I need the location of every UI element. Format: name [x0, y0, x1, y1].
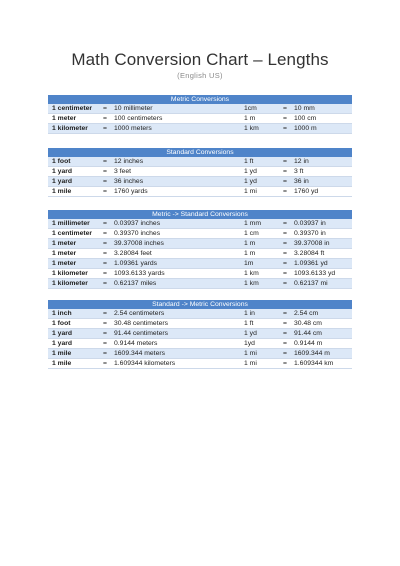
- equals-sign: =: [103, 178, 107, 185]
- table-row: [48, 239, 352, 249]
- from-abbrev: 1 yd: [244, 168, 257, 175]
- equals-sign: =: [283, 350, 287, 357]
- to-abbrev: 2.54 cm: [294, 310, 319, 317]
- standard-conversions-table: [48, 148, 352, 197]
- equals-sign: =: [283, 330, 287, 337]
- to-value: 1093.6133 yards: [114, 270, 165, 277]
- from-unit: 1 mile: [52, 188, 72, 195]
- table-row: [48, 269, 352, 279]
- from-abbrev: 1 mi: [244, 188, 257, 195]
- to-abbrev: 39.37008 in: [294, 240, 330, 247]
- to-abbrev: 1000 m: [294, 125, 317, 132]
- metric-conversions-table: [48, 95, 352, 134]
- equals-sign: =: [283, 115, 287, 122]
- to-value: 36 inches: [114, 178, 144, 185]
- equals-sign: =: [103, 320, 107, 327]
- to-value: 10 millimeter: [114, 105, 153, 112]
- equals-sign: =: [103, 270, 107, 277]
- table-row: [48, 279, 352, 289]
- equals-sign: =: [283, 240, 287, 247]
- from-unit: 1 yard: [52, 330, 73, 337]
- from-unit: 1 meter: [52, 260, 77, 267]
- from-abbrev: 1 mi: [244, 350, 257, 357]
- from-abbrev: 1 km: [244, 270, 259, 277]
- from-unit: 1 meter: [52, 240, 77, 247]
- from-unit: 1 mile: [52, 360, 72, 367]
- table-row: [48, 187, 352, 197]
- to-value: 1609.344 meters: [114, 350, 166, 357]
- table-row: [48, 259, 352, 269]
- equals-sign: =: [283, 230, 287, 237]
- to-abbrev: 1760 yd: [294, 188, 319, 195]
- table-row: [48, 329, 352, 339]
- to-abbrev: 0.03937 in: [294, 220, 326, 227]
- to-value: 3 feet: [114, 168, 132, 175]
- table-row: [48, 349, 352, 359]
- table-row: [48, 359, 352, 369]
- from-unit: 1 yard: [52, 168, 73, 175]
- conversion-table: [48, 219, 352, 289]
- to-abbrev: 0.39370 in: [294, 230, 326, 237]
- equals-sign: =: [283, 220, 287, 227]
- from-abbrev: 1 in: [244, 310, 255, 317]
- table-row: [48, 219, 352, 229]
- table-row: [48, 319, 352, 329]
- to-abbrev: 91.44 cm: [294, 330, 322, 337]
- from-unit: 1 centimeter: [52, 105, 93, 112]
- equals-sign: =: [103, 158, 107, 165]
- from-abbrev: 1 mi: [244, 360, 257, 367]
- from-abbrev: 1 cm: [244, 230, 259, 237]
- equals-sign: =: [283, 125, 287, 132]
- from-abbrev: 1m: [244, 260, 254, 267]
- equals-sign: =: [103, 340, 107, 347]
- from-unit: 1 centimeter: [52, 230, 93, 237]
- equals-sign: =: [103, 330, 107, 337]
- to-abbrev: 1093.6133 yd: [294, 270, 336, 277]
- from-abbrev: 1 ft: [244, 158, 254, 165]
- to-abbrev: 12 in: [294, 158, 309, 165]
- to-value: 12 inches: [114, 158, 144, 165]
- table-row: [48, 309, 352, 319]
- from-abbrev: 1 km: [244, 125, 259, 132]
- to-value: 30.48 centimeters: [114, 320, 169, 327]
- to-value: 0.03937 inches: [114, 220, 161, 227]
- equals-sign: =: [283, 340, 287, 347]
- from-abbrev: 1 km: [244, 280, 259, 287]
- table-row: [48, 104, 352, 114]
- table-row: [48, 229, 352, 239]
- to-value: 0.39370 inches: [114, 230, 161, 237]
- to-abbrev: 1.609344 km: [294, 360, 334, 367]
- from-unit: 1 millimeter: [52, 220, 90, 227]
- equals-sign: =: [103, 260, 107, 267]
- table-row: [48, 157, 352, 167]
- to-value: 1000 meters: [114, 125, 152, 132]
- to-value: 1.09361 yards: [114, 260, 158, 267]
- to-value: 91.44 centimeters: [114, 330, 169, 337]
- to-abbrev: 3.28084 ft: [294, 250, 325, 257]
- equals-sign: =: [103, 168, 107, 175]
- from-abbrev: 1 m: [244, 240, 256, 247]
- to-value: 2.54 centimeters: [114, 310, 165, 317]
- to-abbrev: 36 in: [294, 178, 309, 185]
- equals-sign: =: [283, 188, 287, 195]
- table-row: [48, 114, 352, 124]
- from-unit: 1 kilometer: [52, 125, 88, 132]
- from-unit: 1 yard: [52, 340, 73, 347]
- from-unit: 1 meter: [52, 250, 77, 257]
- to-value: 39.37008 inches: [114, 240, 164, 247]
- from-abbrev: 1 ft: [244, 320, 254, 327]
- equals-sign: =: [103, 310, 107, 317]
- to-abbrev: 100 cm: [294, 115, 317, 122]
- from-abbrev: 1 m: [244, 115, 256, 122]
- to-value: 0.62137 miles: [114, 280, 157, 287]
- equals-sign: =: [283, 310, 287, 317]
- equals-sign: =: [103, 125, 107, 132]
- equals-sign: =: [283, 178, 287, 185]
- to-value: 1760 yards: [114, 188, 148, 195]
- equals-sign: =: [283, 260, 287, 267]
- equals-sign: =: [103, 115, 107, 122]
- from-abbrev: 1 yd: [244, 178, 257, 185]
- equals-sign: =: [283, 280, 287, 287]
- to-value: 1.609344 kilometers: [114, 360, 176, 367]
- from-unit: 1 kilometer: [52, 270, 88, 277]
- metric-to-standard-table: [48, 210, 352, 289]
- to-abbrev: 0.9144 m: [294, 340, 323, 347]
- table-row: [48, 167, 352, 177]
- conversion-table: [48, 104, 352, 134]
- from-abbrev: 1yd: [244, 340, 255, 347]
- to-value: 3.28084 feet: [114, 250, 152, 257]
- equals-sign: =: [103, 220, 107, 227]
- table-row: [48, 249, 352, 259]
- to-abbrev: 3 ft: [294, 168, 304, 175]
- equals-sign: =: [103, 360, 107, 367]
- table-heading: Standard Conversions: [48, 148, 352, 157]
- equals-sign: =: [103, 230, 107, 237]
- to-abbrev: 10 mm: [294, 105, 315, 112]
- equals-sign: =: [283, 250, 287, 257]
- equals-sign: =: [283, 158, 287, 165]
- to-abbrev: 1609.344 m: [294, 350, 330, 357]
- table-heading: Metric Conversions: [48, 95, 352, 104]
- equals-sign: =: [103, 250, 107, 257]
- table-row: [48, 124, 352, 134]
- table-heading: Standard -> Metric Conversions: [48, 300, 352, 309]
- from-unit: 1 kilometer: [52, 280, 88, 287]
- to-abbrev: 0.62137 mi: [294, 280, 328, 287]
- conversion-table: [48, 309, 352, 369]
- page-subtitle: (English US): [177, 71, 223, 80]
- from-abbrev: 1 m: [244, 250, 256, 257]
- equals-sign: =: [283, 360, 287, 367]
- equals-sign: =: [283, 320, 287, 327]
- table-row: [48, 339, 352, 349]
- table-row: [48, 177, 352, 187]
- equals-sign: =: [103, 105, 107, 112]
- from-unit: 1 foot: [52, 320, 71, 327]
- equals-sign: =: [283, 270, 287, 277]
- equals-sign: =: [103, 280, 107, 287]
- equals-sign: =: [103, 188, 107, 195]
- from-unit: 1 foot: [52, 158, 71, 165]
- to-abbrev: 30.48 cm: [294, 320, 322, 327]
- from-unit: 1 inch: [52, 310, 72, 317]
- equals-sign: =: [283, 168, 287, 175]
- conversion-table: [48, 157, 352, 197]
- to-abbrev: 1.09361 yd: [294, 260, 328, 267]
- to-value: 100 centimeters: [114, 115, 163, 122]
- from-abbrev: 1cm: [244, 105, 257, 112]
- page-title: Math Conversion Chart – Lengths: [71, 50, 329, 69]
- equals-sign: =: [103, 350, 107, 357]
- from-abbrev: 1 mm: [244, 220, 261, 227]
- equals-sign: =: [103, 240, 107, 247]
- from-unit: 1 yard: [52, 178, 73, 185]
- standard-to-metric-table: [48, 300, 352, 369]
- from-unit: 1 meter: [52, 115, 77, 122]
- to-value: 0.9144 meters: [114, 340, 158, 347]
- table-heading: Metric -> Standard Conversions: [48, 210, 352, 219]
- from-unit: 1 mile: [52, 350, 72, 357]
- equals-sign: =: [283, 105, 287, 112]
- from-abbrev: 1 yd: [244, 330, 257, 337]
